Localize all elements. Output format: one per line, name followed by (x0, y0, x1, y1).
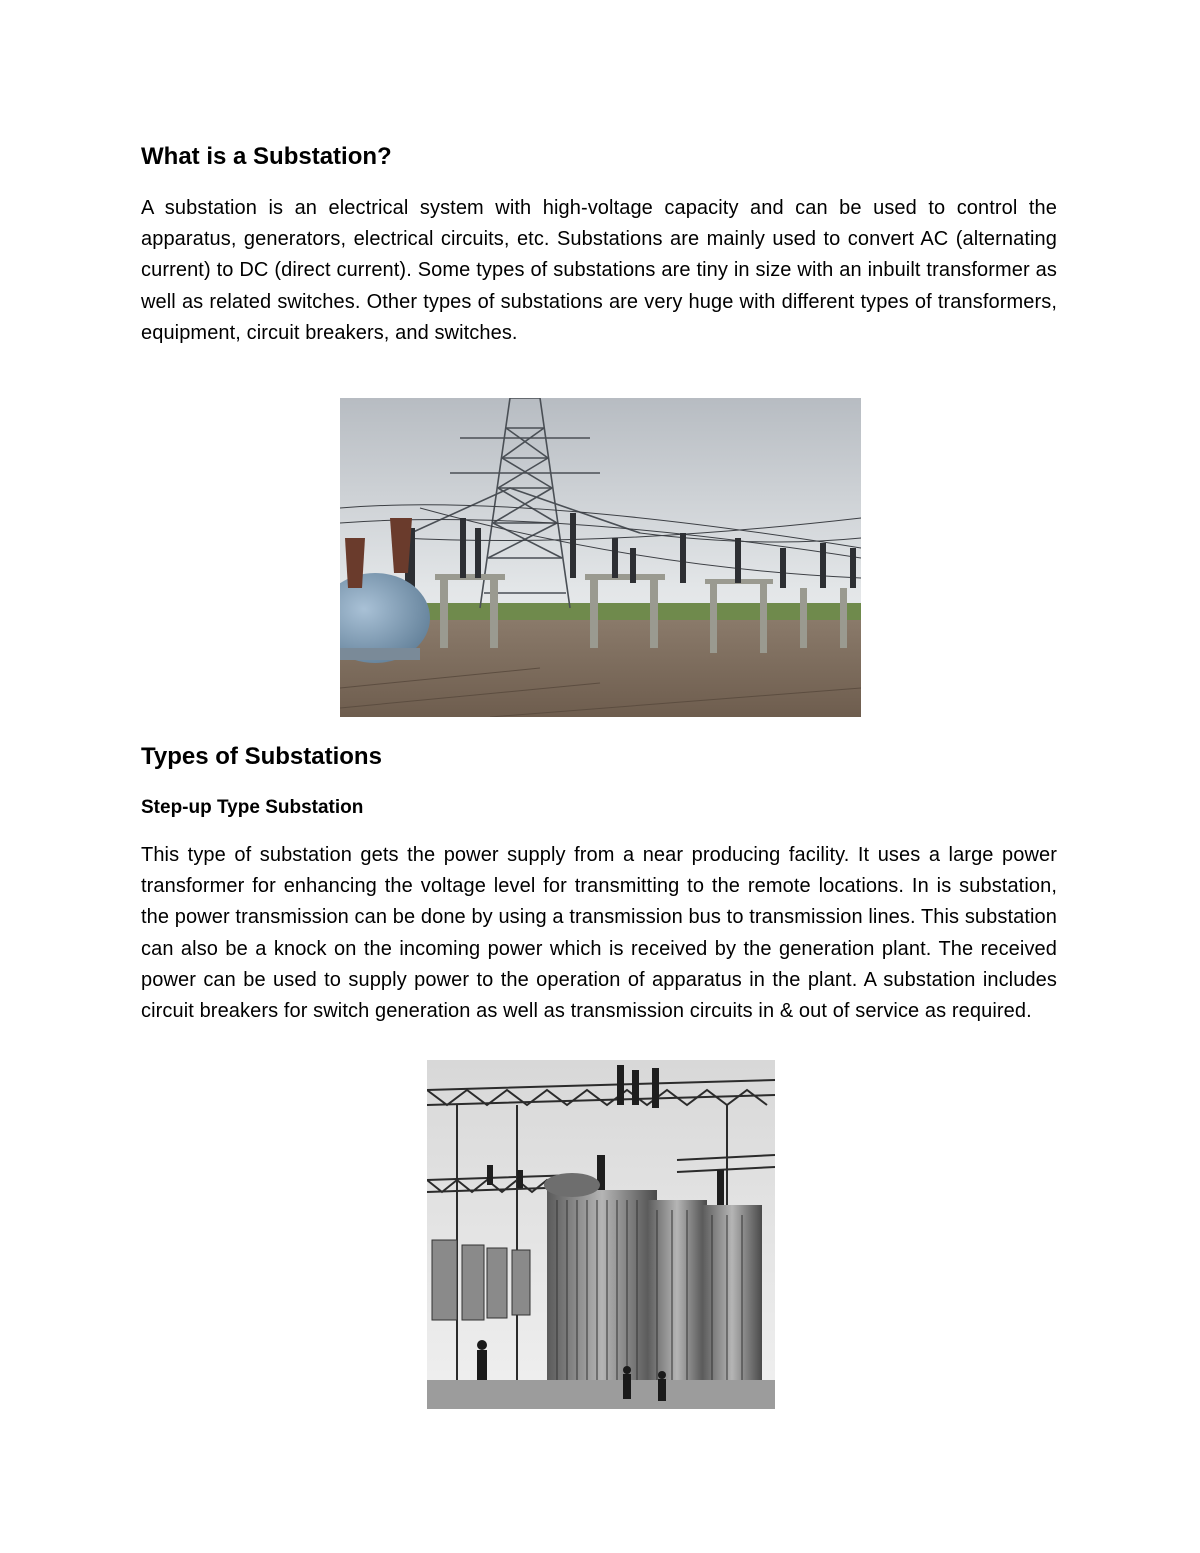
step-up-transformer-illustration (427, 1060, 775, 1409)
substation-photo-illustration (340, 398, 861, 717)
section-heading-what-is-substation: What is a Substation? (141, 143, 392, 170)
substation-photo (340, 398, 861, 717)
subheading-step-up-substation: Step-up Type Substation (141, 797, 364, 818)
section-heading-types-of-substations: Types of Substations (141, 743, 382, 770)
step-up-transformer-photo (427, 1060, 775, 1409)
substation-definition-paragraph: A substation is an electrical system with high-voltage capacity and can be used to control the apparatus, generators, electrical circuits, etc. Substations are mainly used to convert AC (alternating current) to DC (direct current). Some types of substations are tiny in size with an inbuilt transformer as well as related switches. Other types of substations are very huge with different types of transformers, equipment, circuit breakers, and switches. (141, 197, 1057, 344)
step-up-substation-paragraph: This type of substation gets the power supply from a near producing facility. It uses a large power transformer for enhancing the voltage level for transmitting to the remote locations. In is substation, the power transmission can be done by using a transmission bus to transmission lines. This substation can also be a knock on the incoming power which is received by the generation plant. The received power can be used to supply power to the operation of apparatus in the plant. A substation includes circuit breakers for switch generation as well as transmission circuits in & out of service as required. (141, 844, 1057, 1023)
